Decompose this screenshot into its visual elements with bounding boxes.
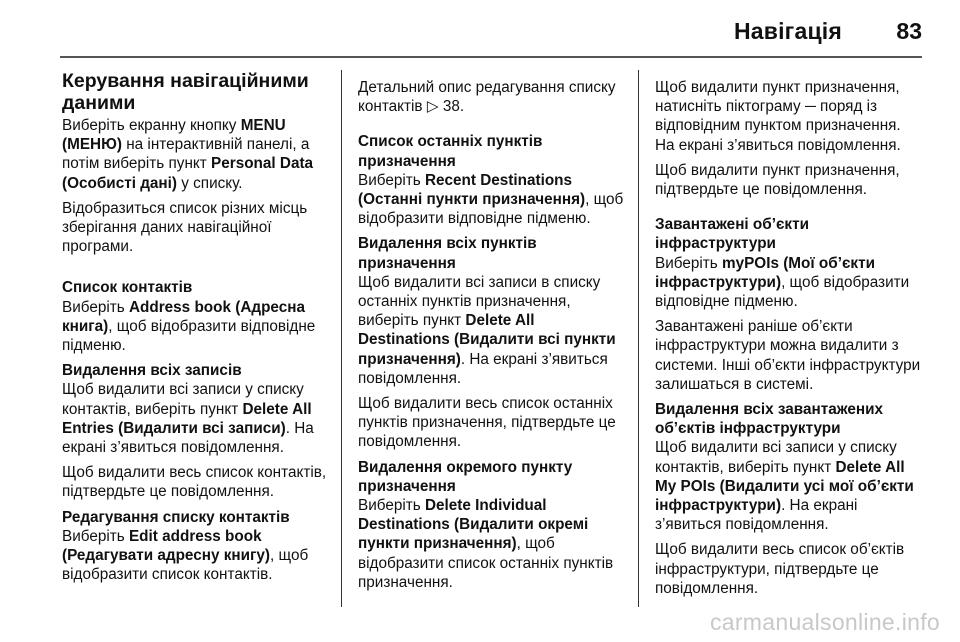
paragraph: Щоб видалити весь список об’єктів інфраструктури, підтвердьте це повідомлення. <box>655 541 905 597</box>
paragraph: Щоб видалити всі записи в списку останніх пунктів призначення, виберіть пункт Delete All Destinations (Видалити всі пункти призначення). На екрані з’явиться повідомлення. <box>358 273 616 387</box>
subsection-heading: Видалення всіх завантажених об’єктів інфраструктури <box>655 401 884 438</box>
paragraph: Щоб видалити всі записи у списку контактів, виберіть пункт Delete All My POIs (Видалити усі мої об’єкти інфраструктури). На екрані з’явиться повідомлення. <box>655 439 914 534</box>
page-reference-icon: ▷ <box>426 98 443 116</box>
subsection-heading: Список контактів <box>62 279 193 297</box>
paragraph: Виберіть Address book (Адресна книга), щоб відобразити відповідне підменю. <box>62 298 316 355</box>
paragraph: Відобразиться список різних місць зберігання даних навігаційної програми. <box>62 199 308 256</box>
subsection-heading: Видалення всіх пунктів призначення <box>358 235 537 272</box>
paragraph: Детальний опис редагування списку контактів ▷ 38. <box>358 79 616 116</box>
page-header <box>0 0 960 60</box>
paragraph: Виберіть екранну кнопку MENU (МЕНЮ) на інтерактивній панелі, а потім виберіть пункт Personal Data (Особисті дані) у списку. <box>62 117 314 192</box>
section-heading: Керування навігаційними даними <box>62 70 309 114</box>
header-rule <box>60 56 922 58</box>
page-number: 83 <box>896 18 922 44</box>
column-1 <box>62 70 328 590</box>
page-title: Навігація <box>733 18 842 44</box>
subsection-heading: Видалення всіх записів <box>62 362 242 380</box>
paragraph: Виберіть Delete Individual Destinations (Видалити окремі пункти призначення), щоб відобразити список останніх пунктів призначення. <box>358 497 614 591</box>
subsection-heading: Редагування списку контактів <box>62 508 290 526</box>
paragraph: Щоб видалити всі записи у списку контактів, виберіть пункт Delete All Entries (Видалити всі записи). На екрані з’явиться повідомлення. <box>62 381 314 457</box>
paragraph: Виберіть myPOIs (Мої об’єкти інфраструктури), щоб відобразити відповідне підменю. <box>655 254 910 311</box>
paragraph: Щоб видалити весь список контактів, підтвердьте це повідомлення. <box>62 464 327 501</box>
paragraph: Щоб видалити пункт призначення, натисніть піктограму ─ поряд із відповідним пунктом призначення. На екрані з’явиться повідомлення. <box>655 79 901 154</box>
subsection-heading: Список останніх пунктів призначення <box>358 133 543 170</box>
paragraph: Щоб видалити весь список останніх пунктів призначення, підтвердьте це повідомлення. <box>358 395 616 451</box>
subsection-heading: Видалення окремого пункту призначення <box>358 458 573 495</box>
paragraph: Виберіть Edit address book (Редагувати адресну книгу), щоб відобразити список контактів. <box>62 527 309 584</box>
paragraph: Виберіть Recent Destinations (Останні пункти призначення), щоб відобразити відповідне підменю. <box>358 171 624 228</box>
column-divider <box>638 70 639 607</box>
column-3 <box>655 78 921 604</box>
subsection-heading: Завантажені об’єкти інфраструктури <box>655 216 809 253</box>
paragraph: Завантажені раніше об’єкти інфраструктури можна видалити з системи. Інші об’єкти інфраструктури залишаться в системі. <box>655 318 921 393</box>
watermark: carmanualsonline.info <box>709 609 940 635</box>
column-2 <box>358 78 624 598</box>
paragraph: Щоб видалити пункт призначення, підтвердьте це повідомлення. <box>655 161 900 199</box>
column-divider <box>341 70 342 607</box>
